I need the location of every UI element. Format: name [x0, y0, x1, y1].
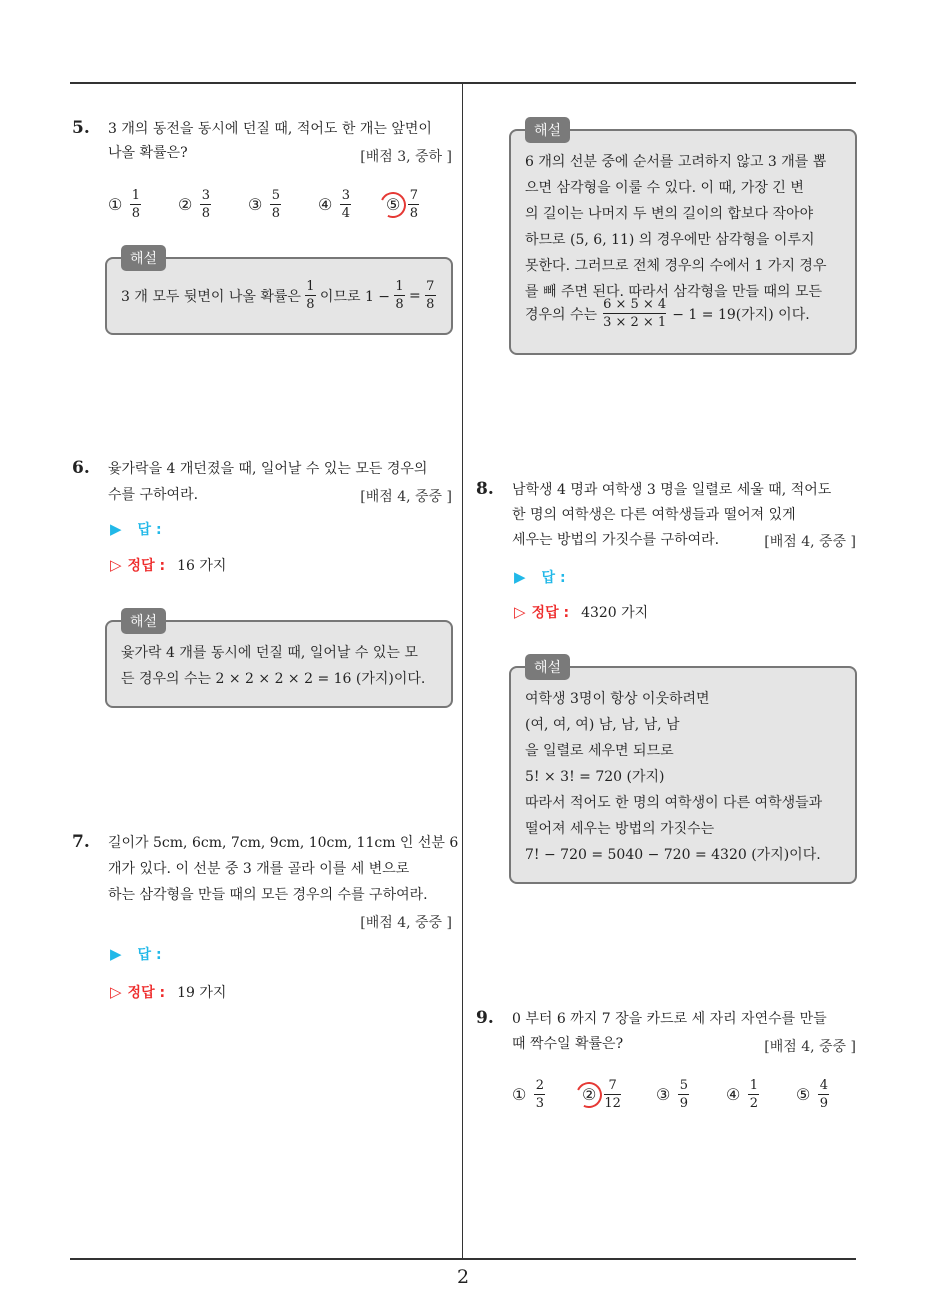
choice-4[interactable]: ④ $\frac{3}{4}$	[318, 188, 350, 221]
question-text: 0 부터 6 까지 7 장을 카드로 세 자리 자연수를 만들	[512, 1011, 827, 1027]
choice-1[interactable]: ① $\frac{1}{8}$	[108, 188, 140, 221]
solution-text: 경우의 수는 $\frac{6 \times 5 \times 4}{3 \times 2 \times 1}$ − 1 = 19(가지) 이다.	[525, 297, 810, 330]
question-text: 윷가락을 4 개던졌을 때, 일어날 수 있는 모든 경우의	[108, 461, 428, 477]
solution-text: 의 길이는 나머지 두 변의 길이의 합보다 작아야	[525, 206, 814, 222]
choice-list	[512, 1078, 856, 1111]
question-number: 7.	[72, 832, 90, 852]
question-text: 하는 삼각형을 만들 때의 모든 경우의 수를 구하여라.	[108, 887, 428, 903]
solution-text: 으면 삼각형을 이룰 수 있다. 이 때, 가장 긴 변	[525, 180, 804, 196]
correct-answer-row: ▷ 정답 : 16 가지	[110, 556, 227, 574]
outline-arrow-icon: ▷	[110, 983, 122, 1001]
top-rule	[70, 82, 856, 84]
choice-4[interactable]: ④ $\frac{1}{2}$	[726, 1078, 758, 1111]
choice-2[interactable]: ② $\frac{3}{8}$	[178, 188, 210, 221]
question-text: 3 개의 동전을 동시에 던질 때, 적어도 한 개는 앞면이	[108, 121, 432, 137]
question-text: 때 짝수일 확률은?	[512, 1036, 624, 1052]
question-9	[476, 1008, 860, 1118]
solution-tag: 해설	[121, 608, 166, 634]
solution-text: 를 빼 주면 된다. 따라서 삼각형을 만들 때의 모든	[525, 284, 823, 300]
page-number: 2	[456, 1266, 470, 1288]
question-text: 세우는 방법의 가짓수를 구하여라.	[512, 532, 720, 548]
question-number: 6.	[72, 458, 90, 478]
question-text: 한 명의 여학생은 다른 여학생들과 떨어져 있게	[512, 507, 796, 523]
solution-text: 떨어져 세우는 방법의 가짓수는	[525, 821, 715, 837]
solution-text: 3 개 모두 뒷면이 나올 확률은 $\frac{1}{8}$ 이므로 1 − $\frac{1}{8}$ = $\frac{7}{8}$	[121, 279, 435, 312]
solution-tag: 해설	[121, 245, 166, 271]
solution-text: 을 일렬로 세우면 되므로	[525, 743, 674, 759]
choice-1[interactable]: ① $\frac{2}{3}$	[512, 1078, 544, 1111]
question-7	[72, 832, 459, 942]
choice-3[interactable]: ③ $\frac{5}{9}$	[656, 1078, 688, 1111]
solution-text: 여학생 3명이 항상 이웃하려면	[525, 691, 710, 707]
solution-tag: 해설	[525, 117, 570, 143]
question-text: 개가 있다. 이 선분 중 3 개를 골라 이를 세 변으로	[108, 861, 410, 877]
score-meta: [배점 4, 중중 ]	[360, 489, 452, 505]
question-number: 5.	[72, 118, 90, 138]
bottom-rule	[70, 1258, 856, 1260]
question-text: 수를 구하여라.	[108, 487, 199, 503]
solution-box-8	[509, 660, 857, 884]
solution-text: 하므로 (5, 6, 11) 의 경우에만 삼각형을 이루지	[525, 232, 815, 248]
choice-5[interactable]: ⑤ $\frac{4}{9}$	[796, 1078, 828, 1111]
choice-5[interactable]: ⑤ $\frac{7}{8}$	[386, 188, 446, 221]
score-meta: [배점 4, 중중 ]	[360, 915, 452, 931]
choice-2[interactable]: ② $\frac{7}{12}$	[582, 1078, 656, 1111]
question-number: 9.	[476, 1008, 494, 1028]
solution-text: 든 경우의 수는 2 × 2 × 2 × 2 = 16 (가지)이다.	[121, 671, 426, 687]
play-arrow-icon: ▶	[110, 945, 122, 963]
solution-text: 윷가락 4 개를 동시에 던질 때, 일어날 수 있는 모	[121, 645, 418, 661]
question-number: 8.	[476, 479, 494, 499]
outline-arrow-icon: ▷	[514, 603, 526, 621]
play-arrow-icon: ▶	[514, 568, 526, 586]
score-meta: [배점 3, 중하 ]	[360, 149, 452, 165]
choice-3[interactable]: ③ $\frac{5}{8}$	[248, 188, 280, 221]
score-meta: [배점 4, 중중 ]	[764, 1039, 856, 1055]
solution-text: 6 개의 선분 중에 순서를 고려하지 않고 3 개를 뽑	[525, 154, 827, 170]
outline-arrow-icon: ▷	[110, 556, 122, 574]
column-divider	[462, 83, 463, 1259]
correct-answer-row: ▷ 정답 : 4320 가지	[514, 603, 649, 621]
solution-tag: 해설	[525, 654, 570, 680]
question-8	[476, 479, 860, 559]
answer-row[interactable]: ▶ 답 :	[110, 520, 162, 538]
choice-list	[108, 188, 446, 221]
answer-row[interactable]: ▶ 답 :	[110, 945, 162, 963]
solution-text: 따라서 적어도 한 명의 여학생이 다른 여학생들과	[525, 795, 823, 811]
answer-row[interactable]: ▶ 답 :	[514, 568, 566, 586]
correct-answer-row: ▷ 정답 : 19 가지	[110, 983, 227, 1001]
score-meta: [배점 4, 중중 ]	[764, 534, 856, 550]
solution-text: 5! × 3! = 720 (가지)	[525, 769, 665, 785]
question-text: 길이가 5cm, 6cm, 7cm, 9cm, 10cm, 11cm 인 선분 6	[108, 835, 459, 851]
solution-text: 못한다. 그러므로 전체 경우의 수에서 1 가지 경우	[525, 258, 827, 274]
solution-box-7	[509, 123, 857, 355]
question-text: 나올 확률은?	[108, 145, 188, 161]
question-text: 남학생 4 명과 여학생 3 명을 일렬로 세울 때, 적어도	[512, 482, 832, 498]
solution-text: 7! − 720 = 5040 − 720 = 4320 (가지)이다.	[525, 847, 821, 863]
play-arrow-icon: ▶	[110, 520, 122, 538]
solution-text: (여, 여, 여) 남, 남, 남, 남	[525, 717, 680, 733]
solution-box-5	[105, 251, 453, 335]
solution-box-6	[105, 614, 453, 708]
